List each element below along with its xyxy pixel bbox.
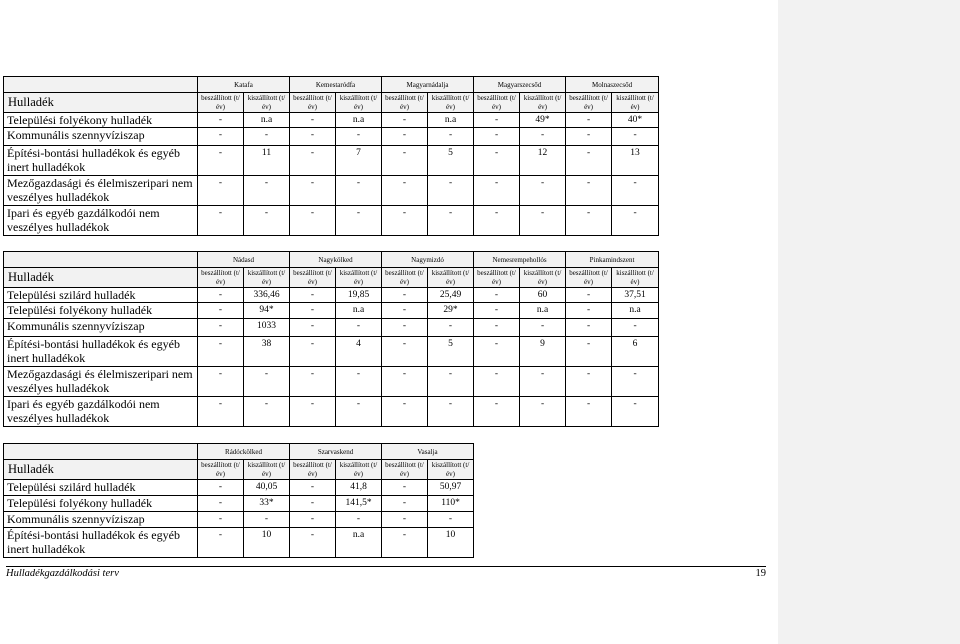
cell-value: 60 [520, 288, 566, 303]
town-header: Magyarnádalja [382, 77, 474, 93]
cell-value: - [612, 206, 659, 236]
cell-value: - [290, 337, 336, 367]
sub-header: kiszállított (t/év) [336, 268, 382, 288]
cell-value: - [244, 128, 290, 146]
cell-value: - [198, 397, 244, 427]
cell-value: - [520, 176, 566, 206]
waste-column-header: Hulladék [4, 460, 198, 480]
cell-value: - [290, 367, 336, 397]
cell-value: - [290, 319, 336, 337]
row-label: Ipari és egyéb gazdálkodói nem veszélyes hulladékok [4, 397, 198, 427]
cell-value: - [428, 319, 474, 337]
row-label: Építési-bontási hulladékok és egyéb inert hulladékok [4, 528, 198, 558]
cell-value: - [566, 337, 612, 367]
row-label: Építési-bontási hulladékok és egyéb inert hulladékok [4, 337, 198, 367]
cell-value: - [198, 206, 244, 236]
cell-value: - [244, 206, 290, 236]
cell-value: 6 [612, 337, 659, 367]
cell-value: - [566, 113, 612, 128]
row-label: Kommunális szennyvíziszap [4, 319, 198, 337]
cell-value: - [566, 319, 612, 337]
cell-value: - [382, 288, 428, 303]
town-header: Nagymizdó [382, 252, 474, 268]
cell-value: - [612, 367, 659, 397]
cell-value: - [336, 512, 382, 528]
sub-header: beszállított (t/év) [290, 93, 336, 113]
cell-value: - [428, 128, 474, 146]
cell-value: - [474, 176, 520, 206]
cell-value: - [290, 288, 336, 303]
cell-value: - [198, 319, 244, 337]
cell-value: 12 [520, 146, 566, 176]
cell-value: - [336, 319, 382, 337]
cell-value: - [566, 146, 612, 176]
cell-value: - [290, 113, 336, 128]
cell-value: - [520, 206, 566, 236]
cell-value: 5 [428, 337, 474, 367]
cell-value: 13 [612, 146, 659, 176]
cell-value: - [474, 146, 520, 176]
cell-value: - [244, 512, 290, 528]
town-header: Nemesrempehollós [474, 252, 566, 268]
sub-header: beszállított (t/év) [290, 268, 336, 288]
cell-value: 10 [244, 528, 290, 558]
cell-value: n.a [336, 303, 382, 319]
cell-value: - [428, 206, 474, 236]
cell-value: 94* [244, 303, 290, 319]
header-blank [4, 444, 198, 460]
cell-value: - [290, 146, 336, 176]
cell-value: - [474, 367, 520, 397]
cell-value: - [290, 128, 336, 146]
cell-value: 1033 [244, 319, 290, 337]
side-panel [778, 0, 960, 644]
cell-value: - [290, 480, 336, 496]
cell-value: - [566, 206, 612, 236]
cell-value: n.a [520, 303, 566, 319]
row-label: Települési szilárd hulladék [4, 480, 198, 496]
sub-header: beszállított (t/év) [198, 93, 244, 113]
town-header: Kemestaródfa [290, 77, 382, 93]
cell-value: - [382, 319, 428, 337]
header-blank [4, 252, 198, 268]
cell-value: - [198, 337, 244, 367]
cell-value: - [290, 303, 336, 319]
sub-header: kiszállított (t/év) [428, 268, 474, 288]
cell-value: - [566, 288, 612, 303]
cell-value: - [566, 367, 612, 397]
town-header: Magyarszecsőd [474, 77, 566, 93]
cell-value: n.a [428, 113, 474, 128]
cell-value: - [198, 146, 244, 176]
cell-value: 49* [520, 113, 566, 128]
sub-header: beszállított (t/év) [382, 93, 428, 113]
cell-value: - [612, 319, 659, 337]
cell-value: - [382, 206, 428, 236]
cell-value: 38 [244, 337, 290, 367]
waste-column-header: Hulladék [4, 268, 198, 288]
cell-value: - [290, 176, 336, 206]
sub-header: kiszállított (t/év) [336, 93, 382, 113]
cell-value: n.a [612, 303, 659, 319]
town-header: Molnaszecsőd [566, 77, 659, 93]
cell-value: 40* [612, 113, 659, 128]
cell-value: - [382, 397, 428, 427]
cell-value: - [428, 512, 474, 528]
cell-value: 5 [428, 146, 474, 176]
cell-value: 10 [428, 528, 474, 558]
cell-value: 50,97 [428, 480, 474, 496]
waste-table-1 [3, 76, 659, 236]
cell-value: - [290, 496, 336, 512]
sub-header: beszállított (t/év) [382, 268, 428, 288]
cell-value: - [198, 528, 244, 558]
cell-value: - [382, 176, 428, 206]
cell-value: - [474, 303, 520, 319]
sub-header: kiszállított (t/év) [336, 460, 382, 480]
cell-value: n.a [336, 528, 382, 558]
cell-value: 9 [520, 337, 566, 367]
sub-header: kiszállított (t/év) [612, 268, 659, 288]
cell-value: - [198, 496, 244, 512]
sub-header: beszállított (t/év) [474, 93, 520, 113]
sub-header: kiszállított (t/év) [244, 460, 290, 480]
cell-value: - [382, 480, 428, 496]
cell-value: 19,85 [336, 288, 382, 303]
cell-value: - [382, 146, 428, 176]
cell-value: - [566, 176, 612, 206]
cell-value: - [336, 176, 382, 206]
cell-value: - [336, 128, 382, 146]
cell-value: 141,5* [336, 496, 382, 512]
cell-value: - [566, 397, 612, 427]
cell-value: 336,46 [244, 288, 290, 303]
town-header: Nádasd [198, 252, 290, 268]
town-header: Vasalja [382, 444, 474, 460]
row-label: Építési-bontási hulladékok és egyéb inert hulladékok [4, 146, 198, 176]
cell-value: - [474, 337, 520, 367]
cell-value: - [244, 176, 290, 206]
town-header: Katafa [198, 77, 290, 93]
cell-value: - [566, 128, 612, 146]
cell-value: - [290, 206, 336, 236]
cell-value: - [198, 113, 244, 128]
cell-value: - [612, 128, 659, 146]
cell-value: - [336, 367, 382, 397]
sub-header: kiszállított (t/év) [520, 268, 566, 288]
cell-value: 110* [428, 496, 474, 512]
cell-value: - [382, 128, 428, 146]
cell-value: - [382, 512, 428, 528]
cell-value: - [428, 367, 474, 397]
sub-header: beszállított (t/év) [198, 460, 244, 480]
cell-value: - [474, 128, 520, 146]
cell-value: 4 [336, 337, 382, 367]
sub-header: kiszállított (t/év) [244, 93, 290, 113]
cell-value: - [382, 496, 428, 512]
cell-value: - [566, 303, 612, 319]
row-label: Ipari és egyéb gazdálkodói nem veszélyes hulladékok [4, 206, 198, 236]
row-label: Települési folyékony hulladék [4, 113, 198, 128]
cell-value: - [474, 319, 520, 337]
town-header: Nagykölked [290, 252, 382, 268]
row-label: Települési folyékony hulladék [4, 303, 198, 319]
sub-header: beszállított (t/év) [474, 268, 520, 288]
cell-value: - [428, 176, 474, 206]
page-footer [6, 566, 766, 581]
cell-value: - [198, 288, 244, 303]
cell-value: - [382, 367, 428, 397]
cell-value: - [382, 337, 428, 367]
waste-column-header: Hulladék [4, 93, 198, 113]
row-label: Települési folyékony hulladék [4, 496, 198, 512]
cell-value: - [198, 480, 244, 496]
header-blank [4, 77, 198, 93]
sub-header: beszállított (t/év) [382, 460, 428, 480]
sub-header: kiszállított (t/év) [428, 93, 474, 113]
cell-value: - [198, 303, 244, 319]
cell-value: 33* [244, 496, 290, 512]
cell-value: - [290, 512, 336, 528]
sub-header: kiszállított (t/év) [244, 268, 290, 288]
cell-value: - [428, 397, 474, 427]
cell-value: 11 [244, 146, 290, 176]
waste-table-2 [3, 251, 659, 427]
cell-value: - [290, 528, 336, 558]
cell-value: - [198, 367, 244, 397]
cell-value: - [198, 128, 244, 146]
sub-header: kiszállított (t/év) [612, 93, 659, 113]
cell-value: - [474, 288, 520, 303]
cell-value: - [474, 113, 520, 128]
cell-value: 29* [428, 303, 474, 319]
sub-header: kiszállított (t/év) [428, 460, 474, 480]
cell-value: n.a [336, 113, 382, 128]
cell-value: - [382, 303, 428, 319]
page-number: 19 [755, 568, 766, 579]
cell-value: - [336, 206, 382, 236]
cell-value: - [612, 397, 659, 427]
cell-value: - [520, 367, 566, 397]
cell-value: - [290, 397, 336, 427]
cell-value: 37,51 [612, 288, 659, 303]
cell-value: - [520, 128, 566, 146]
cell-value: - [244, 367, 290, 397]
town-header: Pinkamindszent [566, 252, 659, 268]
cell-value: - [474, 397, 520, 427]
cell-value: - [198, 176, 244, 206]
sub-header: kiszállított (t/év) [520, 93, 566, 113]
town-header: Szarvaskend [290, 444, 382, 460]
sub-header: beszállított (t/év) [566, 268, 612, 288]
cell-value: - [336, 397, 382, 427]
cell-value: 7 [336, 146, 382, 176]
cell-value: - [382, 528, 428, 558]
cell-value: - [474, 206, 520, 236]
cell-value: - [198, 512, 244, 528]
cell-value: 40,05 [244, 480, 290, 496]
cell-value: - [244, 397, 290, 427]
cell-value: - [520, 319, 566, 337]
cell-value: 41,8 [336, 480, 382, 496]
row-label: Kommunális szennyvíziszap [4, 128, 198, 146]
cell-value: 25,49 [428, 288, 474, 303]
row-label: Mezőgazdasági és élelmiszeripari nem veszélyes hulladékok [4, 176, 198, 206]
row-label: Települési szilárd hulladék [4, 288, 198, 303]
sub-header: beszállított (t/év) [566, 93, 612, 113]
town-header: Rádóckölked [198, 444, 290, 460]
cell-value: - [382, 113, 428, 128]
row-label: Mezőgazdasági és élelmiszeripari nem veszélyes hulladékok [4, 367, 198, 397]
footer-title: Hulladékgazdálkodási terv [6, 568, 119, 579]
cell-value: - [520, 397, 566, 427]
row-label: Kommunális szennyvíziszap [4, 512, 198, 528]
sub-header: beszállított (t/év) [290, 460, 336, 480]
cell-value: n.a [244, 113, 290, 128]
cell-value: - [612, 176, 659, 206]
sub-header: beszállított (t/év) [198, 268, 244, 288]
waste-table-3 [3, 443, 474, 558]
